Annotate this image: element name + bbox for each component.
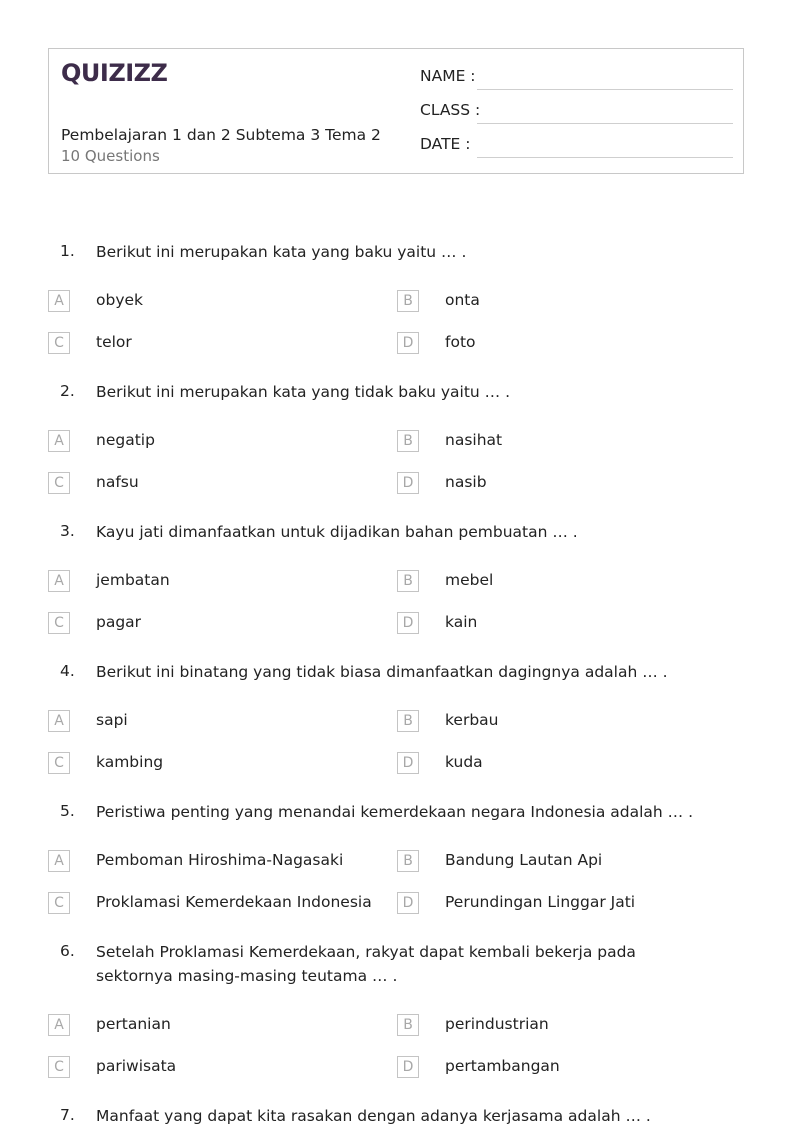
- option-letter[interactable]: B: [397, 1014, 419, 1036]
- date-field[interactable]: [420, 135, 733, 159]
- option-text[interactable]: jembatan: [96, 571, 170, 589]
- option-text[interactable]: kambing: [96, 753, 164, 771]
- option-text[interactable]: telor: [96, 333, 132, 351]
- question-text: Peristiwa penting yang menandai kemerdekaan negara Indonesia adalah … .: [96, 803, 693, 821]
- option-text[interactable]: mebel: [445, 571, 494, 589]
- option-letter[interactable]: A: [48, 710, 70, 732]
- option-text[interactable]: onta: [445, 291, 480, 309]
- option-text[interactable]: Perundingan Linggar Jati: [445, 893, 636, 911]
- option-letter[interactable]: C: [48, 612, 70, 634]
- option-letter[interactable]: D: [397, 472, 419, 494]
- question-text: Kayu jati dimanfaatkan untuk dijadikan bahan pembuatan … .: [96, 523, 578, 541]
- name-field[interactable]: [420, 67, 733, 91]
- option-text[interactable]: sapi: [96, 711, 128, 729]
- quiz-title: Pembelajaran 1 dan 2 Subtema 3 Tema 2: [61, 126, 381, 144]
- option-text[interactable]: Proklamasi Kemerdekaan Indonesia: [96, 893, 372, 911]
- option-letter[interactable]: D: [397, 332, 419, 354]
- question-count: 10 Questions: [61, 147, 160, 165]
- option-text[interactable]: perindustrian: [445, 1015, 549, 1033]
- option-letter[interactable]: C: [48, 332, 70, 354]
- option-letter[interactable]: A: [48, 850, 70, 872]
- option-text[interactable]: kerbau: [445, 711, 499, 729]
- option-letter[interactable]: A: [48, 1014, 70, 1036]
- question-text: Manfaat yang dapat kita rasakan dengan adanya kerjasama adalah … .: [96, 1107, 651, 1125]
- option-letter[interactable]: B: [397, 570, 419, 592]
- option-text[interactable]: negatip: [96, 431, 155, 449]
- option-text[interactable]: foto: [445, 333, 476, 351]
- question-text: Berikut ini binatang yang tidak biasa dimanfaatkan dagingnya adalah … .: [96, 663, 668, 681]
- option-letter[interactable]: A: [48, 430, 70, 452]
- question-number: 2.: [60, 382, 75, 400]
- option-text[interactable]: Pemboman Hiroshima-Nagasaki: [96, 851, 344, 869]
- option-text[interactable]: obyek: [96, 291, 144, 309]
- date-line: [477, 157, 733, 158]
- class-line: [477, 123, 733, 124]
- question-text: Berikut ini merupakan kata yang tidak baku yaitu … .: [96, 383, 510, 401]
- option-letter[interactable]: D: [397, 1056, 419, 1078]
- option-letter[interactable]: B: [397, 710, 419, 732]
- class-label: CLASS :: [420, 101, 481, 119]
- quizizz-logo: QUIZIZZ: [61, 59, 168, 87]
- option-letter[interactable]: C: [48, 752, 70, 774]
- name-label: NAME :: [420, 67, 476, 85]
- option-letter[interactable]: B: [397, 430, 419, 452]
- option-letter[interactable]: A: [48, 290, 70, 312]
- option-text[interactable]: pagar: [96, 613, 142, 631]
- question-text: Berikut ini merupakan kata yang baku yaitu … .: [96, 243, 467, 261]
- option-text[interactable]: pertanian: [96, 1015, 171, 1033]
- option-text[interactable]: nasihat: [445, 431, 503, 449]
- option-letter[interactable]: D: [397, 892, 419, 914]
- question-text: Setelah Proklamasi Kemerdekaan, rakyat dapat kembali bekerja pada sektornya masing-masing teutama … .: [96, 943, 636, 985]
- option-text[interactable]: nafsu: [96, 473, 139, 491]
- option-text[interactable]: pariwisata: [96, 1057, 177, 1075]
- option-text[interactable]: pertambangan: [445, 1057, 560, 1075]
- question-number: 4.: [60, 662, 75, 680]
- class-field[interactable]: [420, 101, 733, 125]
- option-letter[interactable]: C: [48, 892, 70, 914]
- option-text[interactable]: Bandung Lautan Api: [445, 851, 603, 869]
- option-letter[interactable]: C: [48, 1056, 70, 1078]
- option-text[interactable]: kuda: [445, 753, 483, 771]
- question-number: 7.: [60, 1106, 75, 1124]
- date-label: DATE :: [420, 135, 471, 153]
- option-letter[interactable]: C: [48, 472, 70, 494]
- worksheet-header: [48, 48, 744, 174]
- question-number: 5.: [60, 802, 75, 820]
- option-text[interactable]: kain: [445, 613, 478, 631]
- option-letter[interactable]: B: [397, 290, 419, 312]
- option-text[interactable]: nasib: [445, 473, 487, 491]
- option-letter[interactable]: D: [397, 752, 419, 774]
- option-letter[interactable]: B: [397, 850, 419, 872]
- option-letter[interactable]: A: [48, 570, 70, 592]
- question-number: 1.: [60, 242, 75, 260]
- name-line: [477, 89, 733, 90]
- option-letter[interactable]: D: [397, 612, 419, 634]
- question-number: 6.: [60, 942, 75, 960]
- question-number: 3.: [60, 522, 75, 540]
